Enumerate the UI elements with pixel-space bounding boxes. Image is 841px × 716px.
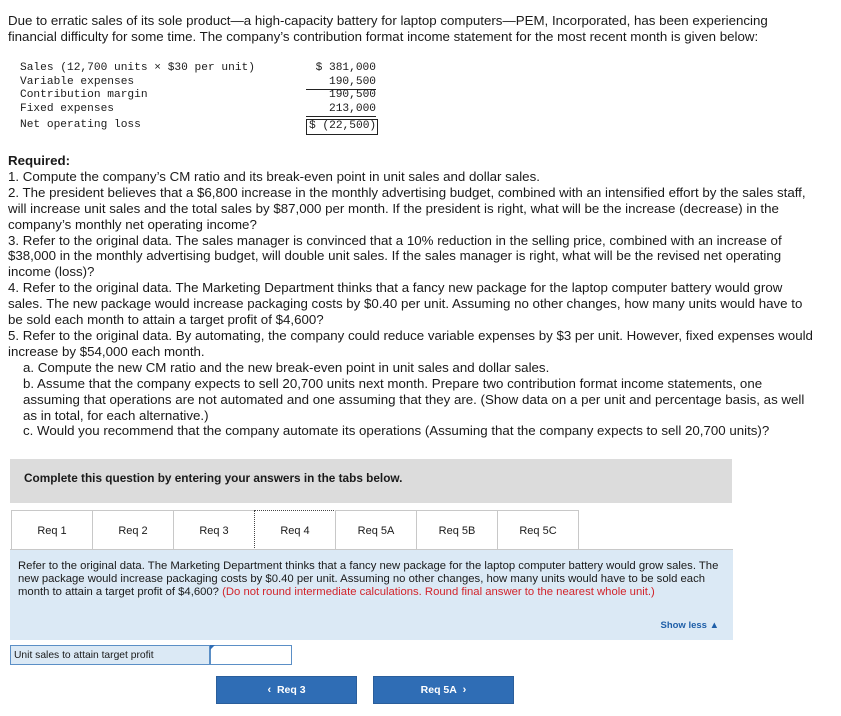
required-subitem-a: a. Compute the new CM ratio and the new break-even point in unit sales and dollar sales. xyxy=(23,359,550,375)
statement-label: Variable expenses xyxy=(20,75,135,88)
tab-req-5b[interactable]: Req 5B xyxy=(416,510,498,549)
show-less-link[interactable] xyxy=(660,620,719,631)
statement-label: Sales (12,700 units × $30 per unit) xyxy=(20,62,255,74)
statement-label: Fixed expenses xyxy=(20,102,114,115)
tab-req-5c[interactable]: Req 5C xyxy=(497,510,579,549)
required-subitem-b: b. Assume that the company expects to sell 20,700 units next month. Prepare two contribution format income statements, one assuming that operations are not automated and one assuming that they are. (Show data on a per unit and percentage basis, as well as in total, for each alternative.) xyxy=(23,375,805,423)
show-less-label: Show less xyxy=(660,620,707,631)
statement-label: Net operating loss xyxy=(20,119,141,132)
required-item-2: 2. The president believes that a $6,800 increase in the monthly advertising budget, combined with an intensified effort by the sales staff, will increase unit sales and the total sales by $87,000 per month. If the president is right, what will be the increase (decrease) in the company’s monthly net operating income? xyxy=(8,184,806,232)
tab-req-3[interactable]: Req 3 xyxy=(173,510,255,549)
statement-label: Contribution margin xyxy=(20,89,148,102)
triangle-up-icon: ▲ xyxy=(709,620,719,631)
statement-value: $ 381,000 xyxy=(315,62,376,74)
panel-title: Complete this question by entering your answers in the tabs below. xyxy=(24,471,403,485)
chevron-left-icon: ‹ xyxy=(267,684,272,696)
statement-value: 190,500 xyxy=(329,89,376,102)
answer-panel-header xyxy=(10,459,732,503)
required-subitem-c: c. Would you recommend that the company automate its operations (Assuming that the company expects to sell 20,700 units)? xyxy=(23,423,770,439)
answer-label: Unit sales to attain target profit xyxy=(10,645,210,665)
tab-req-4[interactable]: Req 4 xyxy=(254,510,336,550)
statement-value: 213,000 xyxy=(306,103,376,118)
required-item-1: 1. Compute the company’s CM ratio and its break-even point in unit sales and dollar sales. xyxy=(8,168,540,184)
intro-text: Due to erratic sales of its sole product—a high-capacity battery for laptop computers—PEM, Incorporated, has been experiencing financial difficulty for some time. The company’s contribution format income statement for the most recent month is given below: xyxy=(8,13,768,44)
chevron-right-icon: › xyxy=(462,684,467,696)
tab-req-1[interactable]: Req 1 xyxy=(11,510,93,549)
required-section xyxy=(8,153,813,439)
next-req-5a-button[interactable] xyxy=(373,676,514,704)
statement-value: $ (22,500) xyxy=(306,119,378,135)
tab-content-panel xyxy=(10,550,733,640)
next-button-label: Req 5A xyxy=(420,684,457,696)
prev-button-label: Req 3 xyxy=(276,684,306,696)
question-body: Refer to the original data. The Marketing Department thinks that a fancy new package for the laptop computer battery would grow sales. The new package would increase packaging costs by $0.40 per unit. Assuming no other changes, how many units would have to be sold each month to attain a target profit of $4,600? xyxy=(18,560,719,598)
required-item-4: 4. Refer to the original data. The Marketing Department thinks that a fancy new package for the laptop computer battery would grow sales. The new package would increase packaging costs by $0.40 per unit. Assuming no other changes, how many units would have to be sold each month to attain a target profit of $4,600? xyxy=(8,280,803,328)
statement-value: 190,500 xyxy=(306,76,376,91)
prev-req-3-button[interactable] xyxy=(216,676,357,704)
input-marker-icon xyxy=(210,645,215,650)
required-heading: Required: xyxy=(8,153,71,168)
required-item-5: 5. Refer to the original data. By automating, the company could reduce variable expenses by $3 per unit. However, fixed expenses would increase by $54,000 each month. xyxy=(8,327,813,359)
tab-req-2[interactable]: Req 2 xyxy=(92,510,174,549)
tab-req-5a[interactable]: Req 5A xyxy=(335,510,417,549)
required-item-3: 3. Refer to the original data. The sales manager is convinced that a 10% reduction in the selling price, combined with an increase of $38,000 in the monthly advertising budget, will double unit sales. If the sales manager is right, what will be the revised net operating income (loss)? xyxy=(8,232,782,280)
unit-sales-input[interactable] xyxy=(210,645,292,665)
question-text xyxy=(18,560,723,599)
rounding-note: (Do not round intermediate calculations. Round final answer to the nearest whole unit.) xyxy=(222,586,655,598)
